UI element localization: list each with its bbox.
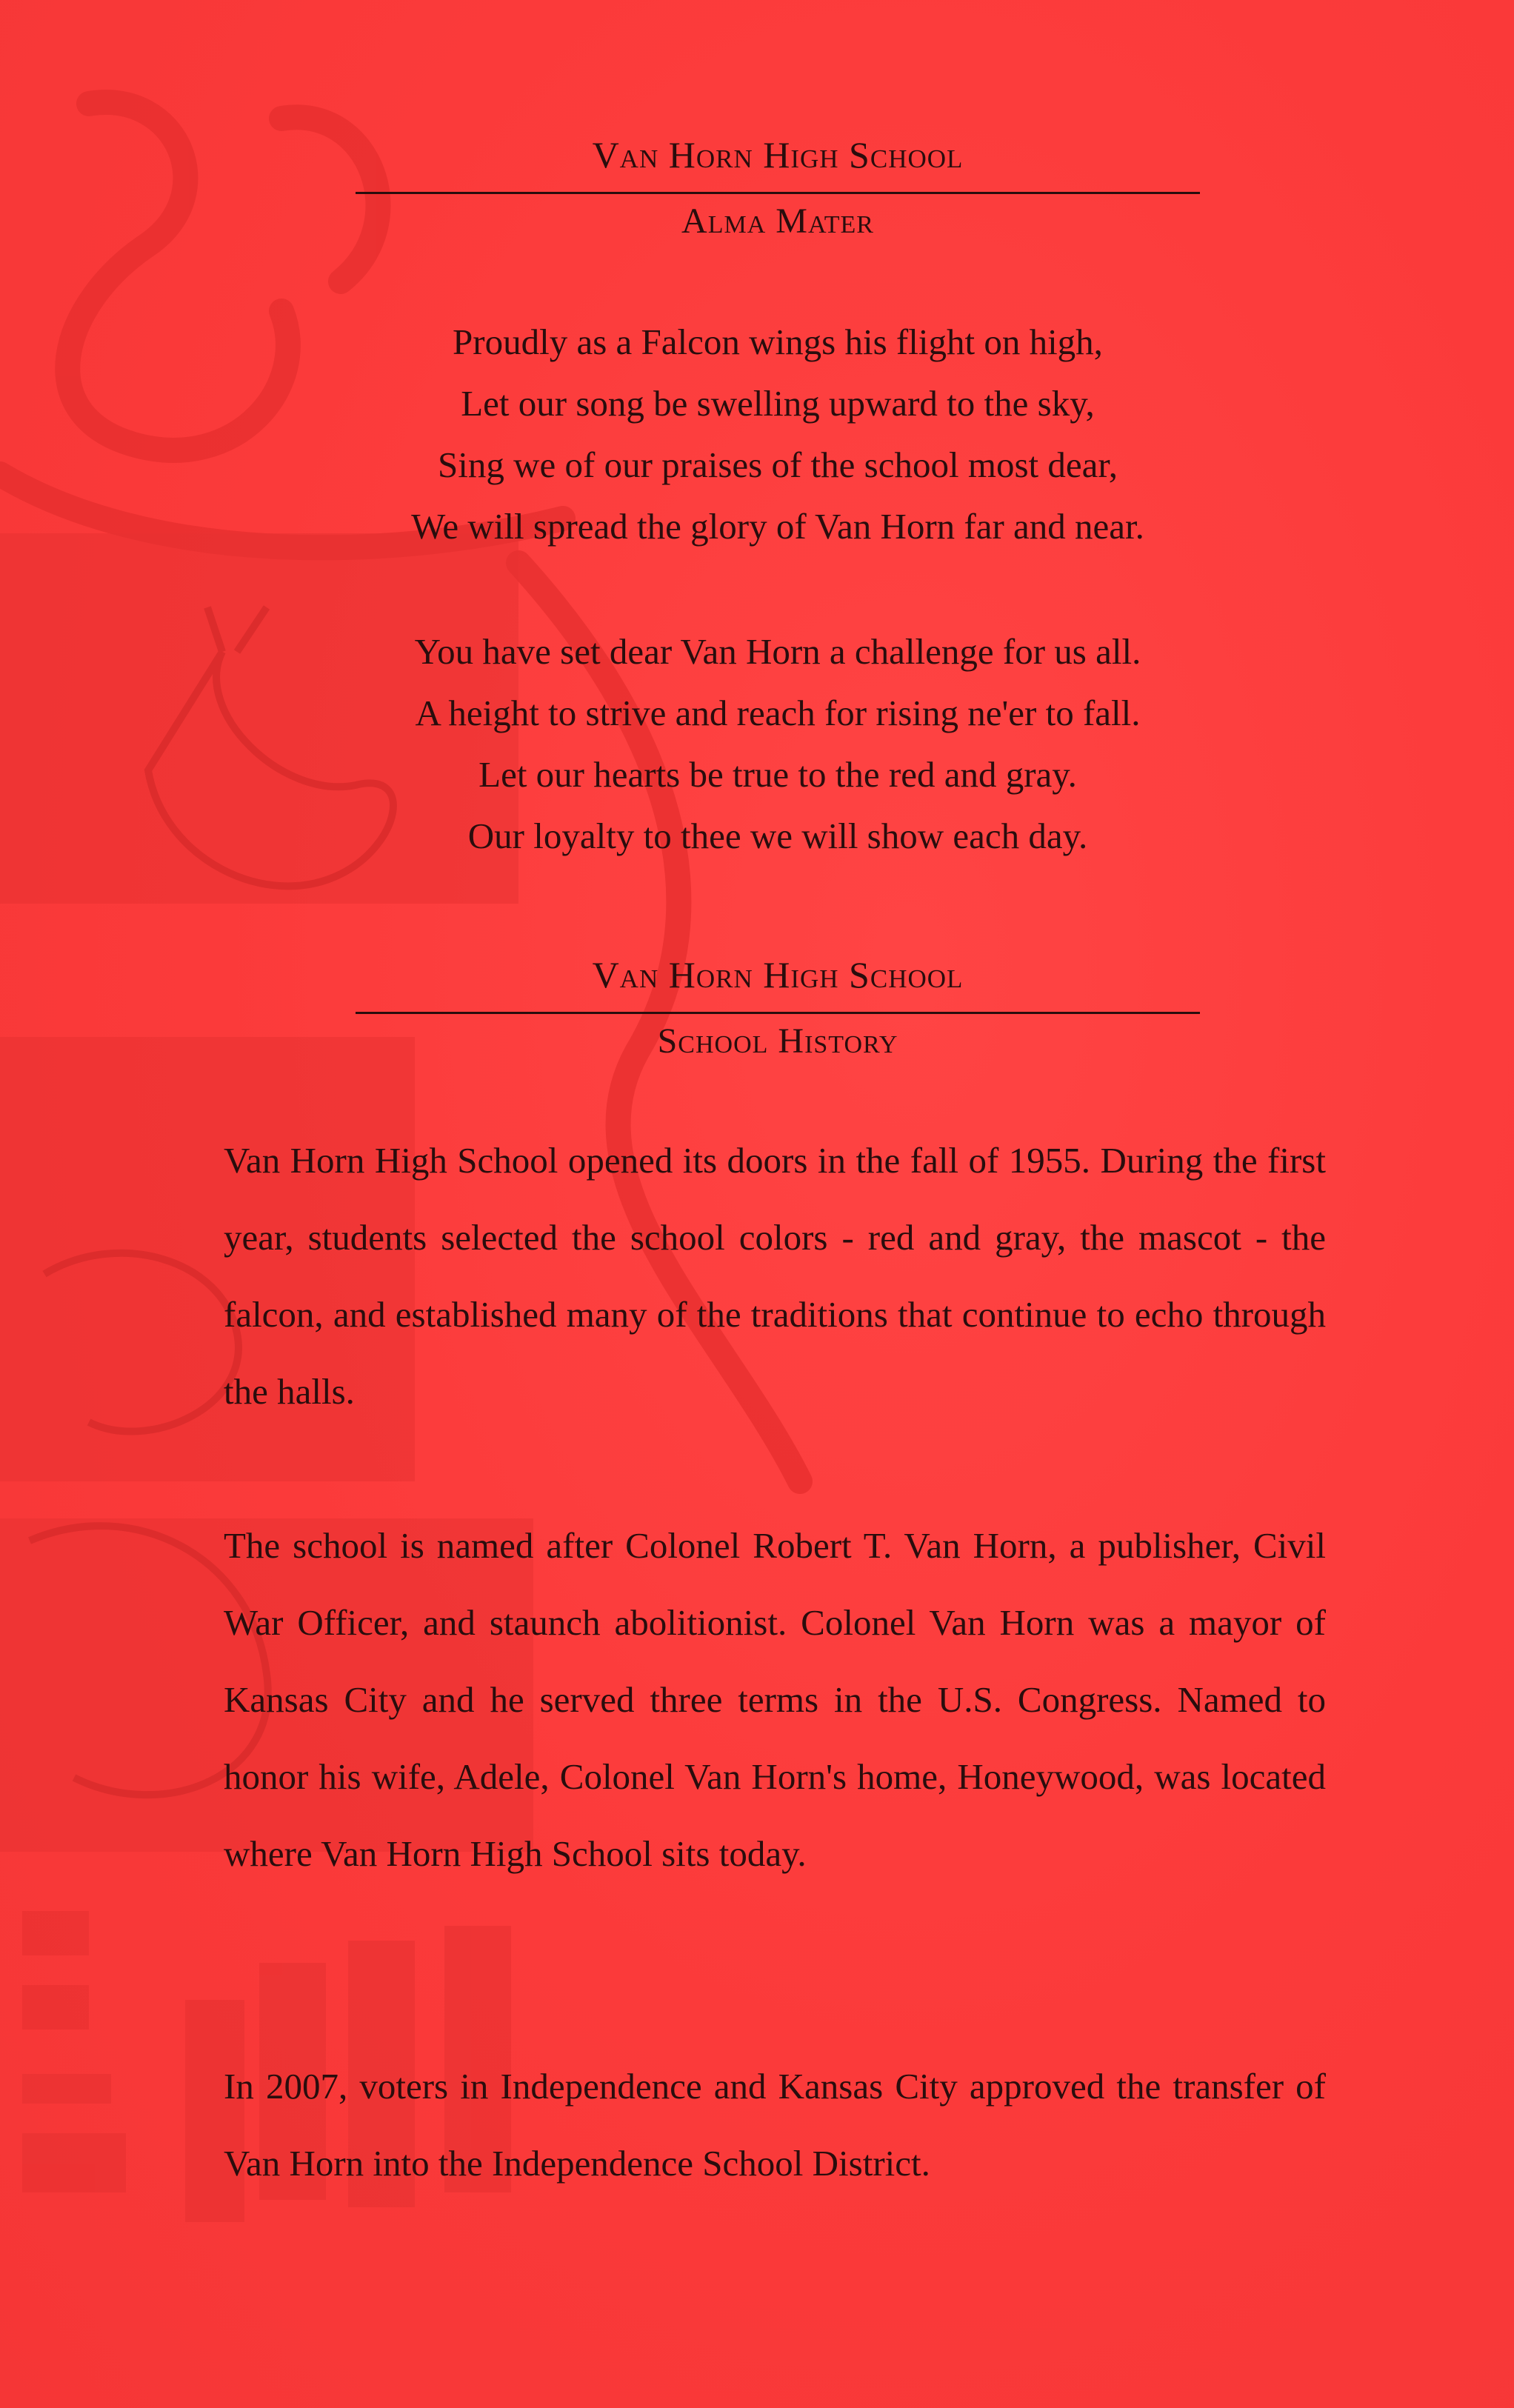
history-paragraph-2 <box>224 1507 1326 1892</box>
verse-line: Let our song be swelling upward to the sky, <box>461 383 1095 424</box>
verse-line: Proudly as a Falcon wings his flight on high, <box>453 321 1103 362</box>
verse-line: A height to strive and reach for rising ne'er to fall. <box>415 693 1141 733</box>
verse-line: We will spread the glory of Van Horn far and near. <box>411 506 1144 547</box>
verse-line: Let our hearts be true to the red and gray. <box>478 754 1077 795</box>
school-history-subtitle: School History <box>657 1021 898 1061</box>
history-text: The school is named after Colonel Robert T. Van Horn, a publisher, Civil War Officer, and staunch abolitionist. Colonel Van Horn was a mayor of Kansas City and he served three terms in the U.S. Congress. Named to honor his wife, Adele, Colonel Van Horn's home, Honeywood, was located where Van Horn High School sits today. <box>224 1525 1326 1874</box>
verse-line: Sing we of our praises of the school most dear, <box>438 444 1118 485</box>
school-history-header <box>356 948 1200 1066</box>
history-paragraph-3 <box>224 2048 1326 2202</box>
alma-mater-verse-2 <box>281 621 1274 867</box>
history-text: Van Horn High School opened its doors in the fall of 1955. During the first year, students selected the school colors - red and gray, the mascot - the falcon, and established many of the traditions that continue to echo through the halls. <box>224 1140 1326 1412</box>
alma-mater-header <box>356 128 1200 246</box>
verse-line: You have set dear Van Horn a challenge for us all. <box>414 631 1141 672</box>
alma-mater-verse-1 <box>281 311 1274 557</box>
history-paragraph-1 <box>224 1122 1326 1430</box>
verse-line: Our loyalty to thee we will show each day. <box>467 816 1088 856</box>
alma-mater-subtitle: Alma Mater <box>681 201 874 241</box>
school-history-title: Van Horn High School <box>356 948 1200 1014</box>
alma-mater-title: Van Horn High School <box>356 128 1200 194</box>
history-text: In 2007, voters in Independence and Kansas City approved the transfer of Van Horn into the Independence School District. <box>224 2066 1326 2184</box>
